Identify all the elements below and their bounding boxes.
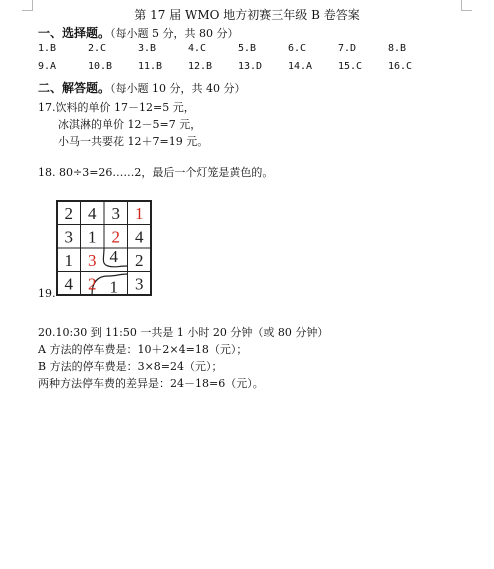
q20-line-2: A 方法的停车费是：10＋2×4=18（元）； (38, 343, 248, 356)
answer-item: 14.A (288, 61, 313, 72)
grid-cell-number: 4 (64, 274, 74, 294)
answer-item: 15.C (338, 61, 363, 72)
answer-item: 1.B (38, 43, 57, 54)
grid-cell-number: 4 (109, 246, 119, 266)
answer-item: 7.D (338, 43, 357, 54)
q18-answer: 18. 80÷3=26……2，最后一个灯笼是黄色的。 (38, 166, 274, 179)
section2-title: 二、解答题。 (38, 81, 111, 95)
q17-line-2: 冰淇淋的单价 12－5=7 元， (58, 118, 202, 131)
grid-cell-number: 4 (135, 227, 144, 247)
answer-item: 8.B (388, 43, 407, 54)
page-title: 第 17 届 WMO 地方初赛三年级 B 卷答案 (134, 8, 360, 22)
answer-item: 6.C (288, 43, 307, 54)
section2-heading (38, 79, 246, 96)
answers-row-2 (38, 61, 478, 75)
grid-cell-number: 3 (88, 250, 97, 270)
section1-title: 一、选择题。 (38, 26, 111, 40)
answer-item: 2.C (88, 43, 107, 54)
answer-item: 16.C (388, 61, 413, 72)
answer-item: 13.D (238, 61, 263, 72)
grid-cell-number: 1 (88, 227, 97, 247)
answer-item: 11.B (138, 61, 163, 72)
grid-cell-number: 2 (135, 250, 144, 270)
grid-cell-number: 3 (111, 203, 121, 223)
q19-label: 19. (38, 287, 56, 300)
q17-line-3: 小马一共要花 12＋7=19 元。 (58, 135, 209, 148)
grid-cell-number: 4 (88, 203, 97, 223)
answer-item: 5.B (238, 43, 257, 54)
grid-cell-number: 2 (111, 227, 121, 247)
grid-cell-number: 2 (64, 203, 74, 223)
answer-item: 4.C (188, 43, 207, 54)
grid-cell-number: 2 (88, 274, 97, 294)
answer-item: 12.B (188, 61, 213, 72)
answer-item: 9.A (38, 61, 57, 72)
answer-item: 3.B (138, 43, 157, 54)
q17-line-1: 17.饮料的单价 17－12=5 元， (38, 101, 195, 114)
grid-cell-number: 1 (135, 203, 144, 223)
q20-line-1: 20.10:30 到 11:50 一共是 1 小时 20 分钟（或 80 分钟） (38, 326, 329, 339)
section2-note: （每小题 10 分，共 40 分） (110, 82, 246, 95)
grid-cell-number: 1 (109, 277, 119, 296)
grid-cell-number: 3 (64, 227, 74, 247)
grid-cell-number: 3 (135, 274, 144, 294)
q20-line-3: B 方法的停车费是：3×8=24（元）； (38, 360, 223, 373)
answers-row-1 (38, 43, 478, 57)
section1-heading (38, 24, 239, 41)
grid-cell-number: 1 (64, 250, 74, 270)
q20-line-4: 两种方法停车费的差异是：24－18=6（元）。 (38, 377, 264, 390)
q19-number-grid (56, 200, 152, 296)
section1-note: （每小题 5 分，共 80 分） (110, 27, 239, 40)
answer-item: 10.B (88, 61, 113, 72)
